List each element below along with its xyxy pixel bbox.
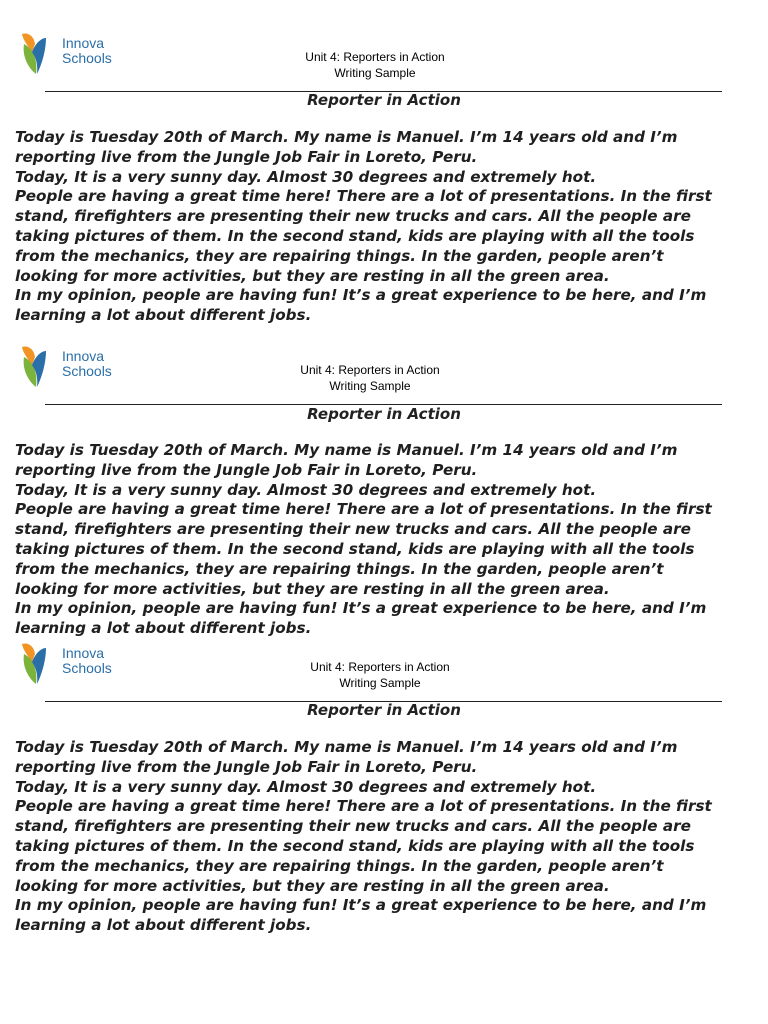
report-paragraph xyxy=(15,738,760,936)
paragraph-line: stand, firefighters are presenting their new trucks and cars. All the people are xyxy=(15,817,691,836)
paragraph-line: reporting live from the Jungle Job Fair in Loreto, Peru. xyxy=(15,147,478,166)
unit-header xyxy=(280,49,470,81)
paragraph-line: looking for more activities, but they are resting in all the green area. xyxy=(15,266,610,285)
paragraph-line: Today is Tuesday 20th of March. My name is Manuel. I’m 14 years old and I’m xyxy=(15,441,678,459)
innova-schools-logo xyxy=(18,30,118,76)
unit-subtitle: Writing Sample xyxy=(334,66,416,80)
leaf-logo-icon xyxy=(18,640,60,686)
unit-header xyxy=(285,659,475,691)
paragraph-line: reporting live from the Jungle Job Fair in Loreto, Peru. xyxy=(15,757,478,776)
innova-schools-logo xyxy=(18,343,118,389)
paragraph-line: learning a lot about different jobs. xyxy=(15,916,312,935)
logo-wordmark xyxy=(62,646,112,676)
paragraph-line: looking for more activities, but they are resting in all the green area. xyxy=(15,876,610,895)
unit-subtitle: Writing Sample xyxy=(339,676,421,690)
paragraph-line: from the mechanics, they are repairing things. In the garden, people aren’t xyxy=(15,559,664,578)
paragraph-line: taking pictures of them. In the second stand, kids are playing with all the tools xyxy=(15,836,695,855)
paragraph-line: stand, firefighters are presenting their new trucks and cars. All the people are xyxy=(15,207,691,226)
report-paragraph xyxy=(15,441,760,639)
paragraph-line: Today, It is a very sunny day. Almost 30 degrees and extremely hot. xyxy=(15,167,597,186)
section-heading: Reporter in Action xyxy=(307,405,461,423)
paragraph-line: Today is Tuesday 20th of March. My name is Manuel. I’m 14 years old and I’m xyxy=(15,128,678,146)
section-heading: Reporter in Action xyxy=(307,701,461,719)
section-heading: Reporter in Action xyxy=(307,91,461,109)
innova-schools-logo xyxy=(18,640,118,686)
paragraph-line: learning a lot about different jobs. xyxy=(15,619,312,638)
paragraph-line: People are having a great time here! There are a lot of presentations. In the first xyxy=(15,797,712,816)
paragraph-line: Today, It is a very sunny day. Almost 30 degrees and extremely hot. xyxy=(15,777,597,796)
paragraph-line: Today, It is a very sunny day. Almost 30 degrees and extremely hot. xyxy=(15,480,597,499)
unit-subtitle: Writing Sample xyxy=(329,379,411,393)
paragraph-line: from the mechanics, they are repairing things. In the garden, people aren’t xyxy=(15,246,664,265)
paragraph-line: People are having a great time here! There are a lot of presentations. In the first xyxy=(15,500,712,519)
logo-line-1: Innova xyxy=(62,645,105,661)
report-paragraph xyxy=(15,128,760,326)
logo-line-2: Schools xyxy=(62,660,112,676)
paragraph-line: stand, firefighters are presenting their new trucks and cars. All the people are xyxy=(15,520,691,539)
unit-header xyxy=(275,362,465,394)
unit-title: Unit 4: Reporters in Action xyxy=(305,50,445,64)
unit-title: Unit 4: Reporters in Action xyxy=(310,660,450,674)
logo-wordmark xyxy=(62,36,112,66)
unit-title: Unit 4: Reporters in Action xyxy=(300,363,440,377)
leaf-logo-icon xyxy=(18,30,60,76)
logo-line-1: Innova xyxy=(62,348,105,364)
logo-wordmark xyxy=(62,349,112,379)
paragraph-line: Today is Tuesday 20th of March. My name is Manuel. I’m 14 years old and I’m xyxy=(15,738,678,756)
paragraph-line: learning a lot about different jobs. xyxy=(15,306,312,325)
paragraph-line: In my opinion, people are having fun! It’s a great experience to be here, and I’m xyxy=(15,599,707,618)
paragraph-line: reporting live from the Jungle Job Fair in Loreto, Peru. xyxy=(15,460,478,479)
paragraph-line: In my opinion, people are having fun! It’s a great experience to be here, and I’m xyxy=(15,896,707,915)
logo-line-2: Schools xyxy=(62,50,112,66)
paragraph-line: taking pictures of them. In the second stand, kids are playing with all the tools xyxy=(15,539,695,558)
logo-line-2: Schools xyxy=(62,363,112,379)
paragraph-line: from the mechanics, they are repairing things. In the garden, people aren’t xyxy=(15,856,664,875)
paragraph-line: People are having a great time here! There are a lot of presentations. In the first xyxy=(15,187,712,206)
paragraph-line: In my opinion, people are having fun! It’s a great experience to be here, and I’m xyxy=(15,286,707,305)
logo-line-1: Innova xyxy=(62,35,105,51)
paragraph-line: taking pictures of them. In the second stand, kids are playing with all the tools xyxy=(15,226,695,245)
paragraph-line: looking for more activities, but they are resting in all the green area. xyxy=(15,579,610,598)
leaf-logo-icon xyxy=(18,343,60,389)
